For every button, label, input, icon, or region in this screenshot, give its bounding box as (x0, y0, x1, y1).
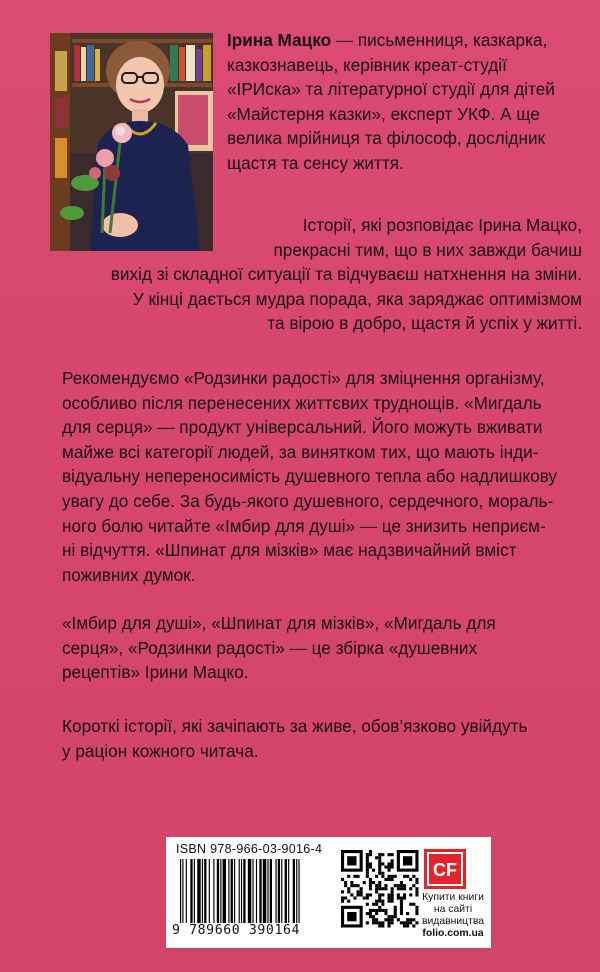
text-line: Рекомендуємо «Родзинки радості» для зміцнення організму, (62, 368, 545, 388)
recommendation-paragraph (62, 366, 594, 587)
qr-code (341, 850, 419, 938)
barcode-panel (166, 837, 491, 948)
promo-line: Купити книги (422, 892, 484, 903)
promo-line: видавництва (421, 916, 485, 927)
text-line: «Імбир для душі», «Шпинат для мізків», «Мигдаль для (62, 613, 496, 633)
text-line: рецептів» Ірини Мацко. (62, 662, 249, 683)
text-line: та вірою в добро, щастя й успіх у житті. (267, 313, 582, 334)
text-line: ні відчуття. «Шпинат для мізків» має надзвичайний вміст (62, 540, 517, 561)
barcode-bars (180, 859, 330, 923)
text-line: у раціон кожного читача. (62, 740, 259, 761)
text-line: ного болю читайте «Імбир для душі» — це знизить неприєм- (62, 515, 546, 536)
promo-line: на сайті (433, 904, 473, 915)
author-intro-paragraph (227, 28, 580, 176)
text-line: увагу до себе. За будь-якого душевного, сердечного, мораль- (62, 490, 554, 511)
intro-line: казкознавець, керівник креат-студії (227, 54, 507, 75)
isbn-digits: 9 789660 390164 (172, 923, 301, 938)
text-line: для серця» — продукт універсальний. Його можуть вживати (62, 417, 543, 438)
text-line: відуальну непереносимість душевного тепла або надлишкову (62, 466, 558, 487)
publisher-logo (424, 849, 466, 889)
intro-line: велика мрійниця та філософ, дослідник (227, 128, 546, 149)
publisher-logo-text: CF (433, 860, 457, 880)
text-line: Короткі історії, які зачіпають за живе, обов’язково увійдуть (62, 716, 528, 736)
author-name: Ірина Мацко (227, 30, 332, 50)
text-line: У кінці дається мудра порада, яка заряджає оптимізмом (132, 288, 582, 309)
stories-paragraph (62, 213, 582, 336)
closing-paragraph (62, 714, 594, 763)
text-line: поживних думок. (62, 564, 196, 585)
text-line: майже всі категорії людей, за винятком тих, що мають інди- (62, 441, 539, 462)
text-line: Історії, які розповідає Ірина Мацко, (302, 215, 582, 235)
publisher-promo (418, 892, 488, 940)
text-line: вихід зі складної ситуації та відчуваєш натхнення на зміни. (110, 264, 582, 285)
author-intro-first-line: — письменниця, казкарка, (331, 30, 548, 50)
publisher-site-link[interactable]: folio.com.ua (422, 928, 484, 939)
isbn-label: ISBN 978-966-03-9016-4 (176, 842, 323, 856)
text-line: особливо після перенесених життєвих труднощів. «Мигдаль (62, 392, 542, 413)
text-line: прекрасні тим, що в них завжди бачиш (273, 239, 582, 260)
intro-line: «Майстерня казки», експерт УКФ. А ще (227, 103, 540, 124)
collection-paragraph (62, 611, 594, 685)
intro-line: щастя та сенсу життя. (227, 152, 404, 173)
text-line: серця», «Родзинки радості» — це збірка «душевних (62, 637, 478, 658)
intro-line: «ІРИска» та літературної студії для дітей (227, 79, 555, 100)
